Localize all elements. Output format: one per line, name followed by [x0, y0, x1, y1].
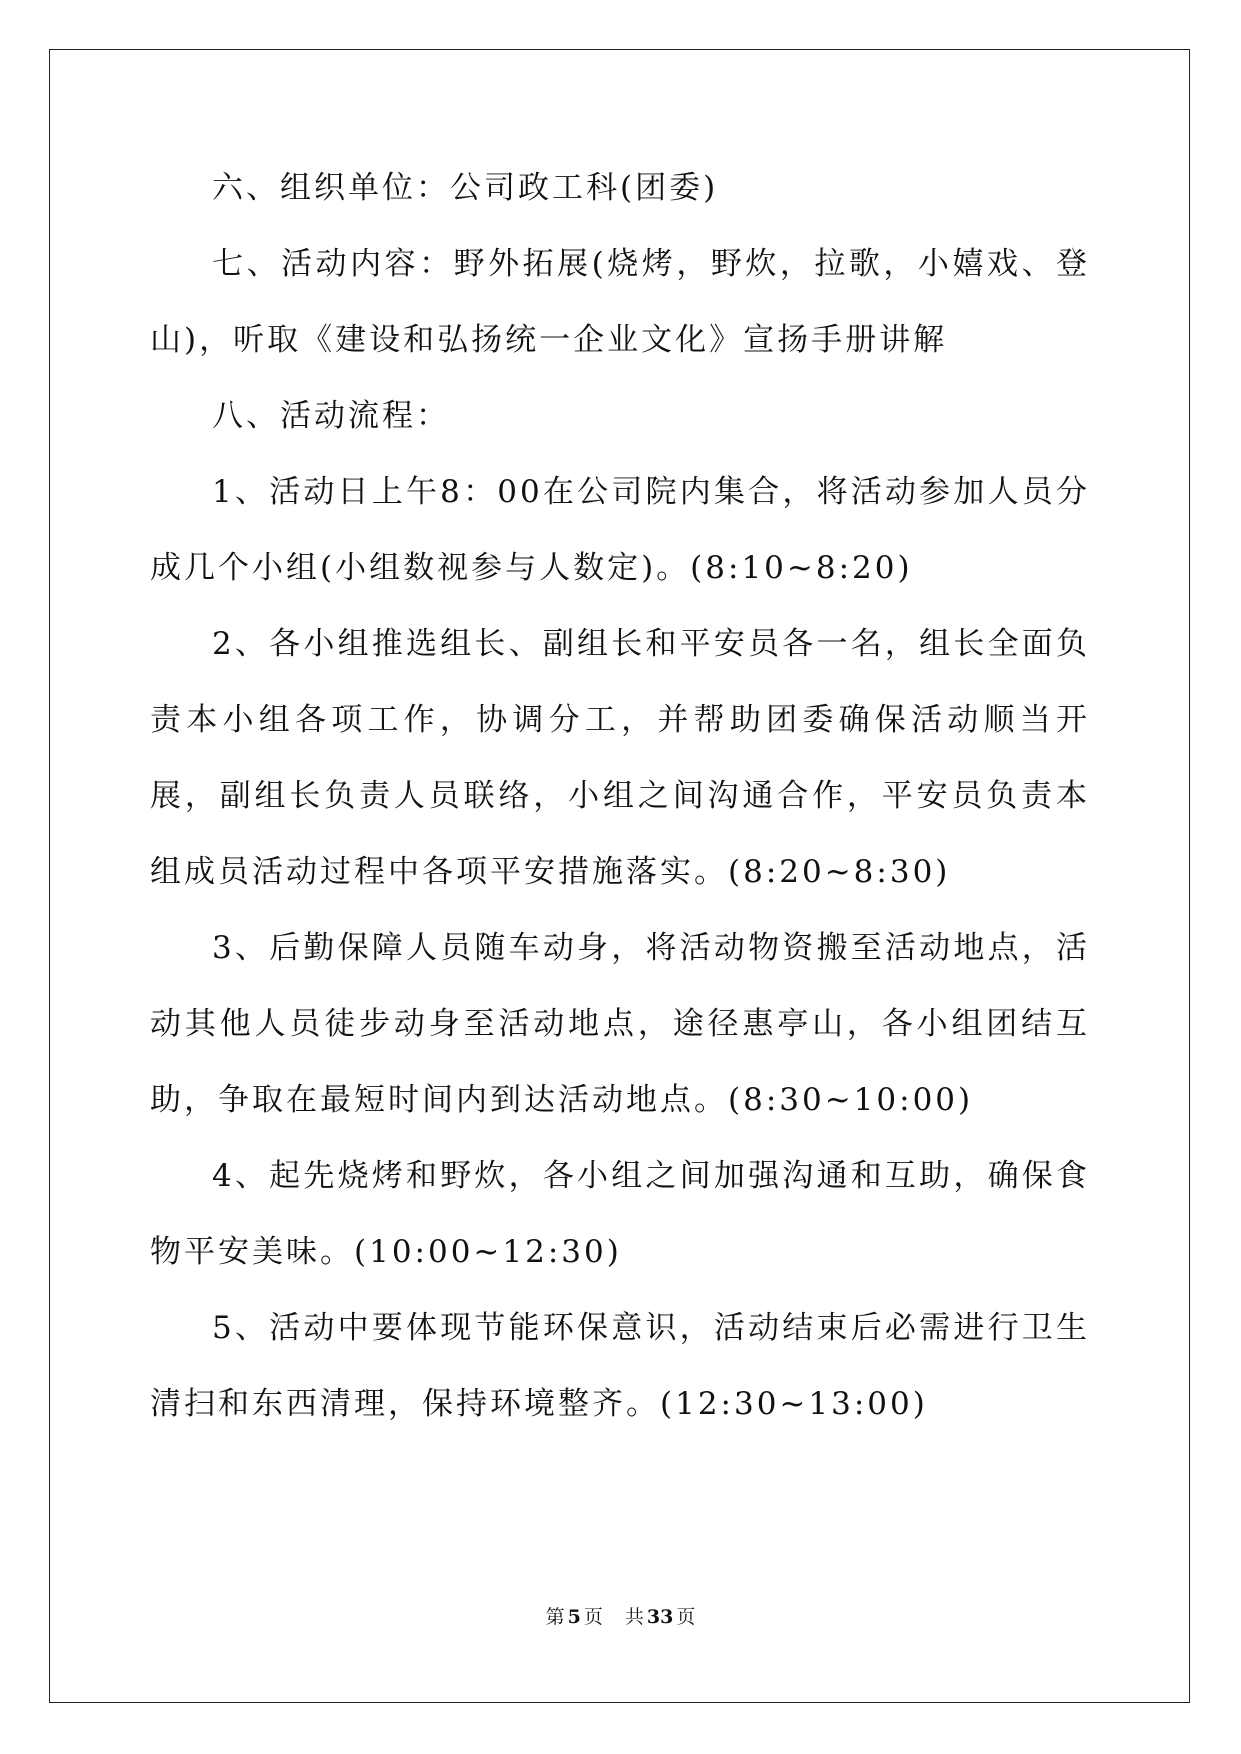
document-body: [150, 150, 1090, 1442]
paragraph-step-3: 3、后勤保障人员随车动身，将活动物资搬至活动地点，活动其他人员徒步动身至活动地点，途径惠亭山，各小组团结互助，争取在最短时间内到达活动地点。(8:30~10:00): [150, 930, 1090, 1118]
page-prefix: 第: [545, 1606, 565, 1628]
paragraph-step-4: 4、起先烧烤和野炊，各小组之间加强沟通和互助，确保食物平安美味。(10:00~12:30): [150, 1158, 1090, 1270]
total-prefix: 共: [624, 1606, 644, 1628]
paragraph-step-5: 5、活动中要体现节能环保意识，活动结束后必需进行卫生清扫和东西清理，保持环境整齐。(12:30~13:00): [150, 1310, 1090, 1422]
page-number: 5: [567, 1606, 581, 1628]
paragraph-organizer: 六、组织单位：公司政工科(团委): [212, 170, 719, 206]
paragraph-step-2: 2、各小组推选组长、副组长和平安员各一名，组长全面负责本小组各项工作，协调分工，并帮助团委确保活动顺当开展，副组长负责人员联络，小组之间沟通合作，平安员负责本组成员活动过程中各项平安措施落实。(8:20~8:30): [150, 626, 1090, 890]
page-suffix: 页: [583, 1606, 603, 1628]
page-footer: [0, 1602, 1241, 1629]
paragraph-activity-content: 七、活动内容：野外拓展(烧烤，野炊，拉歌，小嬉戏、登山)，听取《建设和弘扬统一企业文化》宣扬手册讲解: [150, 246, 1090, 358]
paragraph-activity-process-heading: 八、活动流程：: [212, 398, 450, 434]
total-suffix: 页: [676, 1606, 696, 1628]
paragraph-step-1: 1、活动日上午8：00在公司院内集合，将活动参加人员分成几个小组(小组数视参与人数定)。(8:10~8:20): [150, 474, 1090, 586]
total-pages: 33: [646, 1606, 674, 1628]
